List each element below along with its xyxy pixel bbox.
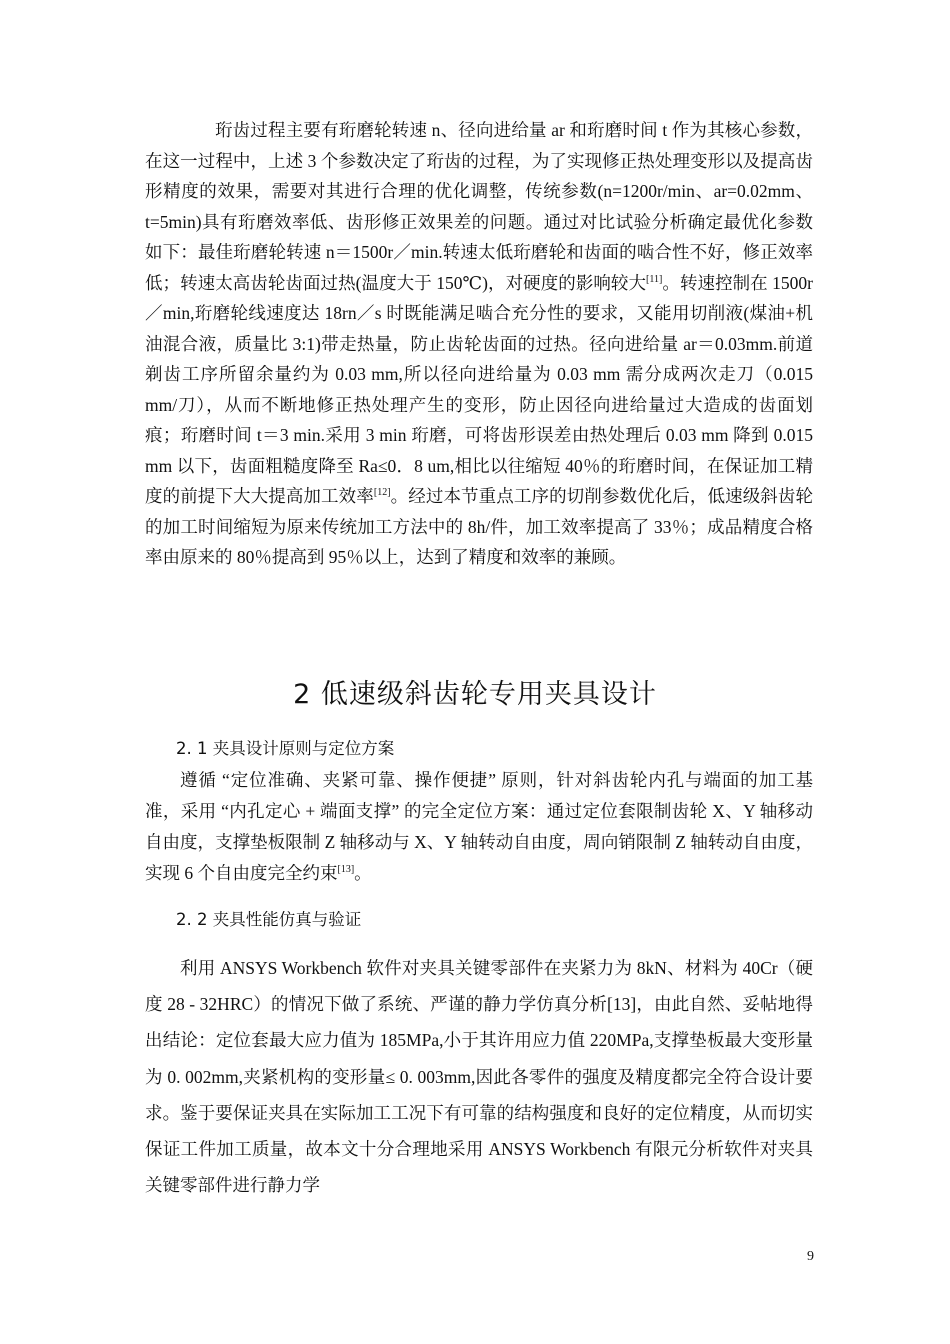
paragraph-text: 遵循 “定位准确、夹紧可靠、操作便捷” 原则，针对斜齿轮内孔与端面的加工基准，采用 “内孔定心 + 端面支撑” 的完全定位方案：通过定位套限制齿轮 X、Y 轴移动自由度，支撑垫板限制 Z 轴移动与 X、Y 轴转动自由度，周向销限制 Z 轴转动自由度，实现 6 个自由度完全约束: [145, 770, 813, 883]
paragraph-simulation: [145, 950, 813, 1203]
citation-12: [12]: [373, 487, 391, 498]
paragraph-text: 。转速控制在 1500r／min,珩磨轮线速度达 18rn／s 时既能满足啮合充分性的要求，又能用切削液(煤油+机油混合液，质量比 3:1)带走热量，防止齿轮齿面的过热。径向进给量 ar＝0.03mm.前道剃齿工序所留余量约为 0.03 mm,所以径向进给量为 0.03 mm 需分成两次走刀（0.015 mm/刀），从而不断地修正热处理产生的变形，防止因径向进给量过大造成的齿面划痕；珩磨时间 t＝3 min.采用 3 min 珩磨，可将齿形误差由热处理后 0.03 mm 降到 0.015 mm 以下，齿面粗糙度降至 Ra≤0．8 um,相比以往缩短 40％的珩磨时间，在保证加工精度的前提下大大提高加工效率: [145, 272, 813, 506]
citation-13: [13]: [337, 864, 355, 875]
paragraph-positioning-scheme: [145, 765, 813, 889]
section-heading-2-2: 2. 2 夹具性能仿真与验证: [176, 910, 362, 929]
paragraph-honing-parameters: [145, 115, 813, 573]
paragraph-tail: 。: [354, 863, 372, 883]
citation-11: [11]: [646, 273, 663, 285]
paragraph-text: 珩齿过程主要有珩磨轮转速 n、径向进给量 ar 和珩磨时间 t 作为其核心参数，在这一过程中，上述 3 个参数决定了珩齿的过程，为了实现修正热处理变形以及提高齿形精度的效果，需要对其进行合理的优化调整，传统参数(n=1200r/min、ar=0.02mm、t=5min)具有珩磨效率低、齿形修正效果差的问题。通过对比试验分析确定最优化参数如下：最佳珩磨轮转速 n＝1500r／min.转速太低珩磨轮和齿面的啮合性不好，修正效率低；转速太高齿轮齿面过热(温度大于 150℃)，对硬度的影响较大: [145, 120, 813, 293]
paragraph-text: 。经过本节重点工序的切削参数优化后，低速级斜齿轮的加工时间缩短为原来传统加工方法中的 8h/件，加工效率提高了 33％；成品精度合格率由原来的 80％提高到 95％以上，达到了精度和效率的兼顾。: [145, 486, 814, 567]
section-heading-2-1: 2. 1 夹具设计原则与定位方案: [176, 739, 395, 758]
chapter-heading: 2 低速级斜齿轮专用夹具设计: [293, 679, 657, 710]
page-number: 9: [807, 1249, 814, 1264]
paragraph-text: 利用 ANSYS Workbench 软件对夹具关键零部件在夹紧力为 8kN、材料为 40Cr（硬度 28 - 32HRC）的情况下做了系统、严谨的静力学仿真分析[13]，由此自然、妥帖地得出结论：定位套最大应力值为 185MPa,小于其许用应力值 220MPa,支撑垫板最大变形量为 0. 002mm,夹紧机构的变形量≤ 0. 003mm,因此各零件的强度及精度都完全符合设计要求。鉴于要保证夹具在实际加工工况下有可靠的结构强度和良好的定位精度，从而切实保证工件加工质量，故本文十分合理地采用 ANSYS Workbench 有限元分析软件对夹具关键零部件进行静力学: [145, 958, 813, 1196]
